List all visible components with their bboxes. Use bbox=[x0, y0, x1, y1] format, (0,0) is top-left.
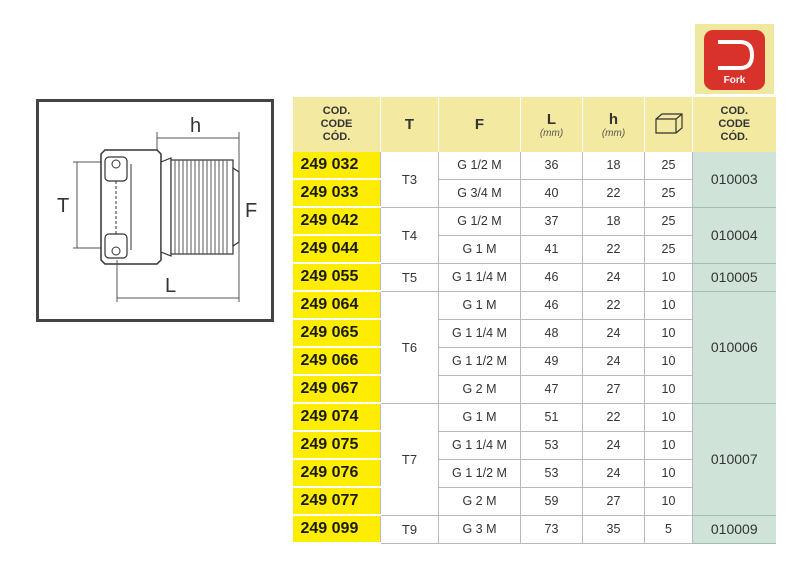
f-cell: G 1 1/4 M bbox=[439, 263, 521, 291]
f-cell: G 1 1/2 M bbox=[439, 347, 521, 375]
l-cell: 59 bbox=[521, 487, 583, 515]
fork-code-cell: 010007 bbox=[693, 403, 776, 515]
table-row bbox=[293, 152, 776, 179]
header-h: h (mm) bbox=[583, 97, 645, 152]
h-cell: 24 bbox=[583, 431, 645, 459]
h-cell: 24 bbox=[583, 347, 645, 375]
f-cell: G 3/4 M bbox=[439, 179, 521, 207]
code-cell: 249 033 bbox=[293, 179, 381, 207]
qty-cell: 10 bbox=[645, 459, 693, 487]
label-l: L bbox=[165, 275, 177, 297]
t-cell: T9 bbox=[381, 515, 439, 543]
qty-cell: 25 bbox=[645, 179, 693, 207]
f-cell: G 2 M bbox=[439, 487, 521, 515]
qty-cell: 10 bbox=[645, 403, 693, 431]
code-cell: 249 075 bbox=[293, 431, 381, 459]
header-code: COD. CODE CÓD. bbox=[293, 97, 381, 152]
l-cell: 36 bbox=[521, 152, 583, 179]
qty-cell: 25 bbox=[645, 152, 693, 179]
code-cell: 249 066 bbox=[293, 347, 381, 375]
code-cell: 249 064 bbox=[293, 291, 381, 319]
box-icon bbox=[653, 111, 685, 135]
l-cell: 41 bbox=[521, 235, 583, 263]
h-cell: 24 bbox=[583, 263, 645, 291]
h-cell: 22 bbox=[583, 403, 645, 431]
label-h: h bbox=[190, 115, 202, 137]
h-cell: 24 bbox=[583, 319, 645, 347]
code-cell: 249 099 bbox=[293, 515, 381, 543]
header-fork-code: COD. CODE CÓD. bbox=[693, 97, 776, 152]
t-cell: T6 bbox=[381, 291, 439, 403]
qty-cell: 10 bbox=[645, 319, 693, 347]
qty-cell: 10 bbox=[645, 375, 693, 403]
h-cell: 35 bbox=[583, 515, 645, 543]
fork-code-cell: 010003 bbox=[693, 152, 776, 207]
code-cell: 249 055 bbox=[293, 263, 381, 291]
f-cell: G 1 1/4 M bbox=[439, 319, 521, 347]
qty-cell: 25 bbox=[645, 235, 693, 263]
l-cell: 48 bbox=[521, 319, 583, 347]
l-cell: 53 bbox=[521, 431, 583, 459]
qty-cell: 25 bbox=[645, 207, 693, 235]
code-cell: 249 044 bbox=[293, 235, 381, 263]
l-cell: 73 bbox=[521, 515, 583, 543]
qty-cell: 10 bbox=[645, 291, 693, 319]
f-cell: G 1/2 M bbox=[439, 152, 521, 179]
l-cell: 53 bbox=[521, 459, 583, 487]
f-cell: G 2 M bbox=[439, 375, 521, 403]
code-cell: 249 077 bbox=[293, 487, 381, 515]
l-cell: 47 bbox=[521, 375, 583, 403]
fork-logo-label: Fork bbox=[723, 75, 746, 86]
fitting-drawing bbox=[36, 99, 274, 322]
l-cell: 51 bbox=[521, 403, 583, 431]
code-cell: 249 076 bbox=[293, 459, 381, 487]
product-table bbox=[292, 97, 776, 544]
l-cell: 46 bbox=[521, 291, 583, 319]
h-cell: 22 bbox=[583, 179, 645, 207]
l-cell: 40 bbox=[521, 179, 583, 207]
fork-code-cell: 010005 bbox=[693, 263, 776, 291]
h-cell: 22 bbox=[583, 235, 645, 263]
l-cell: 49 bbox=[521, 347, 583, 375]
f-cell: G 3 M bbox=[439, 515, 521, 543]
l-cell: 37 bbox=[521, 207, 583, 235]
code-cell: 249 042 bbox=[293, 207, 381, 235]
t-cell: T4 bbox=[381, 207, 439, 263]
table-row bbox=[293, 291, 776, 319]
f-cell: G 1 M bbox=[439, 403, 521, 431]
f-cell: G 1 M bbox=[439, 235, 521, 263]
qty-cell: 10 bbox=[645, 487, 693, 515]
header-l: L (mm) bbox=[521, 97, 583, 152]
h-cell: 18 bbox=[583, 207, 645, 235]
table-row bbox=[293, 403, 776, 431]
t-cell: T3 bbox=[381, 152, 439, 207]
table-header-row bbox=[293, 97, 776, 152]
label-f: F bbox=[245, 200, 258, 222]
f-cell: G 1/2 M bbox=[439, 207, 521, 235]
fork-logo-mark bbox=[704, 30, 765, 90]
l-cell: 46 bbox=[521, 263, 583, 291]
t-cell: T5 bbox=[381, 263, 439, 291]
label-t: T bbox=[57, 195, 70, 217]
h-cell: 27 bbox=[583, 487, 645, 515]
t-cell: T7 bbox=[381, 403, 439, 515]
fork-code-cell: 010004 bbox=[693, 207, 776, 263]
table-row bbox=[293, 515, 776, 543]
fork-code-cell: 010009 bbox=[693, 515, 776, 543]
h-cell: 27 bbox=[583, 375, 645, 403]
header-f: F bbox=[439, 97, 521, 152]
table-row bbox=[293, 263, 776, 291]
f-cell: G 1 1/4 M bbox=[439, 431, 521, 459]
f-cell: G 1 M bbox=[439, 291, 521, 319]
qty-cell: 10 bbox=[645, 431, 693, 459]
h-cell: 18 bbox=[583, 152, 645, 179]
qty-cell: 10 bbox=[645, 263, 693, 291]
h-cell: 24 bbox=[583, 459, 645, 487]
qty-cell: 5 bbox=[645, 515, 693, 543]
header-box bbox=[645, 97, 693, 152]
h-cell: 22 bbox=[583, 291, 645, 319]
code-cell: 249 074 bbox=[293, 403, 381, 431]
code-cell: 249 032 bbox=[293, 152, 381, 179]
code-cell: 249 065 bbox=[293, 319, 381, 347]
fork-logo bbox=[695, 24, 774, 94]
header-t: T bbox=[381, 97, 439, 152]
qty-cell: 10 bbox=[645, 347, 693, 375]
table-row bbox=[293, 207, 776, 235]
fitting-diagram bbox=[39, 102, 271, 319]
code-cell: 249 067 bbox=[293, 375, 381, 403]
fork-code-cell: 010006 bbox=[693, 291, 776, 403]
f-cell: G 1 1/2 M bbox=[439, 459, 521, 487]
